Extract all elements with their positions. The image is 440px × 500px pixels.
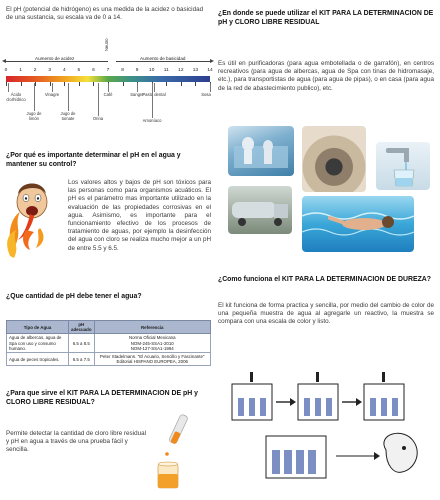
water-ph-table	[6, 320, 211, 366]
scale-tick	[166, 82, 167, 86]
substance-label: Jugo de limón	[26, 111, 42, 121]
scale-tick	[35, 82, 36, 86]
substance-label: Orina	[92, 116, 104, 121]
table-cell-reference: Norma Oficial Mexicana NOM-245-SSA1-2010 NOM-127-SSA1-1994	[94, 334, 211, 353]
substance-label: Amoníaco	[142, 118, 162, 123]
substance-label: Sangre	[130, 92, 144, 97]
scale-number: 9	[135, 68, 139, 73]
substance-label: Vinagre	[44, 92, 60, 97]
scale-tick	[79, 82, 80, 86]
neutral-label: Neutro	[104, 38, 109, 51]
amount-heading: ¿Que cantidad de pH debe tener el agua?	[6, 293, 142, 300]
scale-leader	[8, 83, 9, 92]
where-text: Es útil en purificadoras (para agua embotellada o de garrafón), en centros recreativos (para agua de albercas, agua de Spa con tinas de hidromasaje, etc.), para transportistas de agua (para agua de pipas), o en casa (para agua de la red de abastecimiento publico), etc.	[218, 60, 434, 92]
where-heading: ¿En donde se puede utilizar el KIT PARA LA DETERMINACION DE pH y CLORO LIBRE RESIDUAL	[218, 10, 434, 26]
scale-number: 14	[207, 68, 213, 73]
scale-tick	[123, 82, 124, 86]
table-header-row	[7, 321, 211, 334]
substance-label: Sosa	[201, 92, 211, 97]
scale-number: 0	[4, 68, 8, 73]
basic-arrowhead	[210, 59, 214, 63]
table-cell-type: Agua de albercas, agua de Spa con uso y consumo humano.	[7, 334, 69, 353]
scale-leader	[98, 83, 99, 116]
scale-number: 6	[92, 68, 95, 73]
substance-label: Pasta dental	[142, 92, 166, 97]
photo-water-plant	[228, 126, 294, 176]
photo-faucet	[376, 142, 430, 190]
why-text: Los valores altos y bajos de pH son tóxicos para las personas como para organismos acuáticos. El pH es el parámetro mas importante utilizado en la evaluación de las propiedades corrosivas en el agua. Asimismo, es importante para el funcionamiento efectivo de los procesos de tratamiento de aguas, por ejemplo la desinfección del agua con cloro se realiza mucho mejor a un pH de entre 5.5 y 6.5.	[68, 179, 211, 252]
ph-intro-text: El pH (potencial de hidrógeno) es una medida de la acidez o basicidad de una sustancia, su escala va de 0 a 14.	[6, 6, 204, 22]
scale-number: 3	[48, 68, 52, 73]
acid-label: Aumento de acidez	[35, 56, 75, 61]
scale-number: 4	[62, 68, 66, 73]
table-header-type: Tipo de Agua	[7, 321, 69, 334]
substance-label: Ácido clorhídrico	[6, 92, 26, 102]
test-tube-icon	[148, 410, 198, 492]
why-heading: ¿Por qué es importante determinar el pH en el agua y mantener su control?	[6, 152, 181, 168]
scale-leader	[52, 83, 53, 92]
basic-label: Aumento de basicidad	[140, 56, 186, 61]
scale-number: 13	[192, 68, 199, 73]
table-header-reference: Referencia	[94, 321, 211, 334]
scale-tick	[64, 82, 65, 86]
kit-steps-icon	[226, 370, 436, 494]
table-cell-reference: Peter Stadelmann. "El Acuario, Sencillo y Fascinante" Editorial HISPANO EUROPEA, 2006	[94, 353, 211, 366]
scale-number: 8	[121, 68, 124, 73]
scale-tick	[50, 82, 51, 86]
scale-tick	[93, 82, 94, 86]
table-header-ph: pH adecuado	[69, 321, 95, 334]
scale-tick	[181, 82, 182, 86]
scale-tick	[195, 82, 196, 86]
scale-number: 11	[163, 68, 169, 73]
substance-label: Café	[103, 92, 113, 97]
substance-label: Jugo de tomate	[60, 111, 76, 121]
scale-leader	[137, 83, 138, 92]
acid-arrowhead	[2, 59, 6, 63]
scale-number: 7	[106, 68, 110, 73]
table-cell-ph: 6.5 a 7.5	[69, 353, 95, 366]
scale-leader	[34, 83, 35, 111]
scale-number: 2	[33, 68, 37, 73]
scale-leader	[154, 83, 155, 92]
ph-scale	[4, 38, 214, 134]
how-text: El kit funciona de forma practica y sencilla, por medio del cambio de color de una pequeña muestra de agua al agregarle un reactivo, la muestra se compara con una escala de color y listo.	[218, 302, 434, 326]
face-acid-icon	[4, 178, 62, 266]
acid-arrow	[4, 61, 108, 62]
scale-number: 5	[77, 68, 81, 73]
serves-heading: ¿Para que sirve el KIT PARA LA DETERMINACION DE pH y CLORO LIBRE RESIDUAL?	[6, 390, 198, 406]
scale-number: 1	[19, 68, 22, 73]
how-heading: ¿Como funciona el KIT PARA LA DETERMINACION DE DUREZA?	[218, 276, 431, 283]
photo-water-truck	[228, 186, 292, 234]
basic-arrow	[116, 61, 212, 62]
table-row	[7, 334, 211, 353]
scale-leader	[210, 83, 211, 92]
scale-leader	[152, 83, 153, 118]
table-cell-ph: 6.5 a 8.5	[69, 334, 95, 353]
scale-number: 10	[149, 68, 155, 73]
serves-text: Permite detectar la cantidad de cloro libre residual y pH en agua a través de una prueba fácil y sencilla.	[6, 430, 147, 454]
scale-leader	[68, 83, 69, 111]
photo-swimmer	[302, 196, 414, 252]
photo-well	[302, 126, 366, 192]
scale-tick	[21, 82, 22, 86]
scale-number: 12	[178, 68, 184, 73]
scale-tick	[6, 82, 7, 86]
table-cell-type: Agua de peces tropicales.	[7, 353, 69, 366]
scale-leader	[108, 83, 109, 92]
table-row	[7, 353, 211, 366]
